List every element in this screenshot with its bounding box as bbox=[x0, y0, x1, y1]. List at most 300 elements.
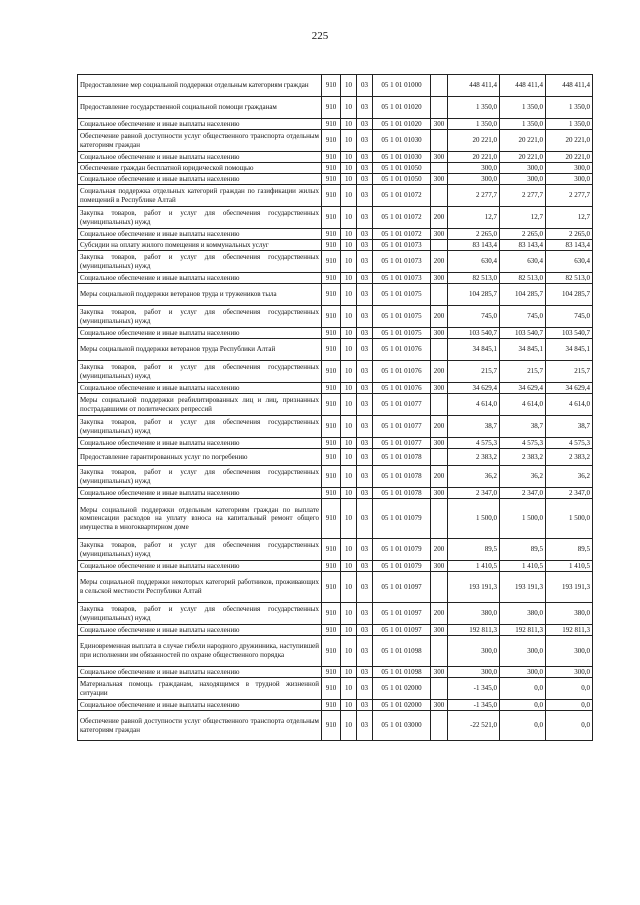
row-cs-code: 05 1 01 01077 bbox=[373, 438, 431, 449]
row-rz-code: 10 bbox=[341, 636, 357, 667]
row-amount-3: 1 410,5 bbox=[546, 561, 593, 572]
row-gr-code: 910 bbox=[322, 163, 341, 174]
row-rz-code: 10 bbox=[341, 678, 357, 700]
row-pr-code: 03 bbox=[357, 339, 373, 361]
row-vr-code bbox=[431, 449, 448, 466]
row-cs-code: 05 1 01 03000 bbox=[373, 711, 431, 741]
row-pr-code: 03 bbox=[357, 711, 373, 741]
row-pr-code: 03 bbox=[357, 328, 373, 339]
row-pr-code: 03 bbox=[357, 240, 373, 251]
row-cs-code: 05 1 01 01098 bbox=[373, 667, 431, 678]
row-vr-code: 300 bbox=[431, 273, 448, 284]
row-amount-1: 380,0 bbox=[448, 603, 500, 625]
row-description: Социальное обеспечение и иные выплаты населению bbox=[78, 488, 322, 499]
row-cs-code: 05 1 01 01050 bbox=[373, 163, 431, 174]
row-description: Меры социальной поддержки ветеранов труда Республики Алтай bbox=[78, 339, 322, 361]
row-amount-3: 745,0 bbox=[546, 306, 593, 328]
row-rz-code: 10 bbox=[341, 339, 357, 361]
row-amount-2: 104 285,7 bbox=[500, 284, 546, 306]
row-vr-code bbox=[431, 284, 448, 306]
row-pr-code: 03 bbox=[357, 229, 373, 240]
row-rz-code: 10 bbox=[341, 251, 357, 273]
row-gr-code: 910 bbox=[322, 328, 341, 339]
table-row bbox=[78, 539, 593, 561]
row-rz-code: 10 bbox=[341, 449, 357, 466]
row-pr-code: 03 bbox=[357, 539, 373, 561]
row-description: Закупка товаров, работ и услуг для обеспечения государственных (муниципальных) нужд bbox=[78, 251, 322, 273]
row-amount-3: 12,7 bbox=[546, 207, 593, 229]
row-amount-3: 0,0 bbox=[546, 711, 593, 741]
row-cs-code: 05 1 01 01000 bbox=[373, 75, 431, 97]
row-vr-code: 300 bbox=[431, 438, 448, 449]
row-amount-2: 192 811,3 bbox=[500, 625, 546, 636]
row-amount-3: 4 614,0 bbox=[546, 394, 593, 416]
table-row bbox=[78, 488, 593, 499]
row-vr-code bbox=[431, 185, 448, 207]
row-description: Закупка товаров, работ и услуг для обеспечения государственных (муниципальных) нужд bbox=[78, 416, 322, 438]
row-rz-code: 10 bbox=[341, 361, 357, 383]
row-pr-code: 03 bbox=[357, 361, 373, 383]
row-amount-3: 192 811,3 bbox=[546, 625, 593, 636]
table-row bbox=[78, 383, 593, 394]
row-amount-3: 103 540,7 bbox=[546, 328, 593, 339]
row-rz-code: 10 bbox=[341, 700, 357, 711]
row-amount-2: 2 383,2 bbox=[500, 449, 546, 466]
row-amount-3: 1 350,0 bbox=[546, 97, 593, 119]
row-gr-code: 910 bbox=[322, 306, 341, 328]
row-vr-code: 200 bbox=[431, 251, 448, 273]
row-gr-code: 910 bbox=[322, 273, 341, 284]
row-amount-1: 12,7 bbox=[448, 207, 500, 229]
row-vr-code bbox=[431, 163, 448, 174]
row-amount-2: 0,0 bbox=[500, 700, 546, 711]
row-amount-1: 83 143,4 bbox=[448, 240, 500, 251]
row-rz-code: 10 bbox=[341, 625, 357, 636]
row-amount-1: 300,0 bbox=[448, 636, 500, 667]
table-row bbox=[78, 174, 593, 185]
row-description: Предоставление государственной социальной помощи гражданам bbox=[78, 97, 322, 119]
budget-table bbox=[77, 74, 593, 741]
row-gr-code: 910 bbox=[322, 678, 341, 700]
row-cs-code: 05 1 01 01020 bbox=[373, 97, 431, 119]
row-description: Предоставление мер социальной поддержки отдельным категориям граждан bbox=[78, 75, 322, 97]
row-cs-code: 05 1 01 01078 bbox=[373, 449, 431, 466]
row-amount-1: 300,0 bbox=[448, 174, 500, 185]
row-rz-code: 10 bbox=[341, 75, 357, 97]
row-amount-1: 2 265,0 bbox=[448, 229, 500, 240]
row-amount-1: 1 350,0 bbox=[448, 119, 500, 130]
row-amount-3: 380,0 bbox=[546, 603, 593, 625]
row-amount-3: 38,7 bbox=[546, 416, 593, 438]
row-amount-1: 4 575,3 bbox=[448, 438, 500, 449]
row-description: Обеспечение граждан бесплатной юридической помощью bbox=[78, 163, 322, 174]
row-rz-code: 10 bbox=[341, 130, 357, 152]
row-amount-1: -22 521,0 bbox=[448, 711, 500, 741]
row-rz-code: 10 bbox=[341, 667, 357, 678]
row-gr-code: 910 bbox=[322, 561, 341, 572]
row-rz-code: 10 bbox=[341, 185, 357, 207]
row-rz-code: 10 bbox=[341, 561, 357, 572]
row-cs-code: 05 1 01 01076 bbox=[373, 339, 431, 361]
row-amount-3: 0,0 bbox=[546, 678, 593, 700]
row-gr-code: 910 bbox=[322, 251, 341, 273]
row-amount-3: 300,0 bbox=[546, 636, 593, 667]
table-row bbox=[78, 152, 593, 163]
row-vr-code: 300 bbox=[431, 625, 448, 636]
row-description: Обеспечение равной доступности услуг общественного транспорта отдельным категориям граждан bbox=[78, 711, 322, 741]
row-rz-code: 10 bbox=[341, 306, 357, 328]
row-gr-code: 910 bbox=[322, 185, 341, 207]
row-vr-code bbox=[431, 97, 448, 119]
row-amount-3: 34 845,1 bbox=[546, 339, 593, 361]
row-pr-code: 03 bbox=[357, 678, 373, 700]
row-vr-code: 200 bbox=[431, 207, 448, 229]
row-vr-code bbox=[431, 75, 448, 97]
row-description: Социальное обеспечение и иные выплаты населению bbox=[78, 152, 322, 163]
row-gr-code: 910 bbox=[322, 416, 341, 438]
row-pr-code: 03 bbox=[357, 75, 373, 97]
row-amount-1: 36,2 bbox=[448, 466, 500, 488]
row-gr-code: 910 bbox=[322, 438, 341, 449]
table-row bbox=[78, 572, 593, 603]
table-row bbox=[78, 561, 593, 572]
row-description: Закупка товаров, работ и услуг для обеспечения государственных (муниципальных) нужд bbox=[78, 306, 322, 328]
row-cs-code: 05 1 01 01097 bbox=[373, 625, 431, 636]
row-pr-code: 03 bbox=[357, 438, 373, 449]
row-cs-code: 05 1 01 02000 bbox=[373, 678, 431, 700]
row-amount-2: 193 191,3 bbox=[500, 572, 546, 603]
row-amount-1: 215,7 bbox=[448, 361, 500, 383]
row-amount-2: 103 540,7 bbox=[500, 328, 546, 339]
row-amount-3: 193 191,3 bbox=[546, 572, 593, 603]
row-cs-code: 05 1 01 01078 bbox=[373, 466, 431, 488]
table-row bbox=[78, 438, 593, 449]
row-amount-2: 2 277,7 bbox=[500, 185, 546, 207]
row-vr-code bbox=[431, 572, 448, 603]
row-amount-3: 2 265,0 bbox=[546, 229, 593, 240]
row-vr-code bbox=[431, 394, 448, 416]
row-amount-2: 38,7 bbox=[500, 416, 546, 438]
row-gr-code: 910 bbox=[322, 130, 341, 152]
row-amount-1: 34 629,4 bbox=[448, 383, 500, 394]
table-row bbox=[78, 284, 593, 306]
row-vr-code: 300 bbox=[431, 174, 448, 185]
row-cs-code: 05 1 01 01075 bbox=[373, 328, 431, 339]
row-amount-2: 12,7 bbox=[500, 207, 546, 229]
row-amount-2: 380,0 bbox=[500, 603, 546, 625]
table-row bbox=[78, 700, 593, 711]
row-vr-code bbox=[431, 499, 448, 539]
row-pr-code: 03 bbox=[357, 449, 373, 466]
row-pr-code: 03 bbox=[357, 625, 373, 636]
row-cs-code: 05 1 01 01079 bbox=[373, 561, 431, 572]
row-amount-3: 1 500,0 bbox=[546, 499, 593, 539]
row-rz-code: 10 bbox=[341, 207, 357, 229]
row-vr-code: 200 bbox=[431, 416, 448, 438]
row-pr-code: 03 bbox=[357, 185, 373, 207]
row-amount-2: 4 614,0 bbox=[500, 394, 546, 416]
row-rz-code: 10 bbox=[341, 97, 357, 119]
table-row bbox=[78, 163, 593, 174]
row-vr-code: 300 bbox=[431, 667, 448, 678]
row-description: Социальное обеспечение и иные выплаты населению bbox=[78, 625, 322, 636]
row-pr-code: 03 bbox=[357, 667, 373, 678]
row-cs-code: 05 1 01 01050 bbox=[373, 174, 431, 185]
row-amount-1: 20 221,0 bbox=[448, 130, 500, 152]
row-amount-2: 20 221,0 bbox=[500, 130, 546, 152]
row-amount-1: 1 350,0 bbox=[448, 97, 500, 119]
row-cs-code: 05 1 01 01076 bbox=[373, 383, 431, 394]
row-amount-3: 300,0 bbox=[546, 163, 593, 174]
row-cs-code: 05 1 01 01098 bbox=[373, 636, 431, 667]
row-amount-1: 89,5 bbox=[448, 539, 500, 561]
row-amount-2: 1 410,5 bbox=[500, 561, 546, 572]
row-amount-2: 1 350,0 bbox=[500, 97, 546, 119]
table-body bbox=[78, 75, 593, 741]
row-amount-3: 82 513,0 bbox=[546, 273, 593, 284]
row-amount-2: 89,5 bbox=[500, 539, 546, 561]
row-gr-code: 910 bbox=[322, 572, 341, 603]
row-cs-code: 05 1 01 01079 bbox=[373, 539, 431, 561]
row-pr-code: 03 bbox=[357, 284, 373, 306]
row-cs-code: 05 1 01 01077 bbox=[373, 394, 431, 416]
row-gr-code: 910 bbox=[322, 449, 341, 466]
table-row bbox=[78, 625, 593, 636]
row-rz-code: 10 bbox=[341, 488, 357, 499]
table-row bbox=[78, 130, 593, 152]
row-amount-1: 104 285,7 bbox=[448, 284, 500, 306]
row-description: Социальное обеспечение и иные выплаты населению bbox=[78, 700, 322, 711]
row-gr-code: 910 bbox=[322, 603, 341, 625]
row-amount-2: 34 845,1 bbox=[500, 339, 546, 361]
row-amount-1: -1 345,0 bbox=[448, 678, 500, 700]
row-amount-3: 20 221,0 bbox=[546, 130, 593, 152]
row-amount-2: 300,0 bbox=[500, 636, 546, 667]
row-amount-1: 745,0 bbox=[448, 306, 500, 328]
row-vr-code bbox=[431, 240, 448, 251]
row-description: Социальное обеспечение и иные выплаты населению bbox=[78, 229, 322, 240]
row-description: Социальное обеспечение и иные выплаты населению bbox=[78, 273, 322, 284]
row-rz-code: 10 bbox=[341, 394, 357, 416]
row-rz-code: 10 bbox=[341, 603, 357, 625]
row-amount-1: 300,0 bbox=[448, 667, 500, 678]
row-cs-code: 05 1 01 01079 bbox=[373, 499, 431, 539]
row-pr-code: 03 bbox=[357, 163, 373, 174]
row-description: Закупка товаров, работ и услуг для обеспечения государственных (муниципальных) нужд bbox=[78, 466, 322, 488]
row-amount-1: 300,0 bbox=[448, 163, 500, 174]
row-description: Субсидии на оплату жилого помещения и коммунальных услуг bbox=[78, 240, 322, 251]
row-gr-code: 910 bbox=[322, 229, 341, 240]
row-gr-code: 910 bbox=[322, 361, 341, 383]
table-row bbox=[78, 678, 593, 700]
row-pr-code: 03 bbox=[357, 636, 373, 667]
row-amount-3: 4 575,3 bbox=[546, 438, 593, 449]
row-cs-code: 05 1 01 01075 bbox=[373, 284, 431, 306]
table-row bbox=[78, 97, 593, 119]
row-pr-code: 03 bbox=[357, 466, 373, 488]
row-pr-code: 03 bbox=[357, 251, 373, 273]
row-cs-code: 05 1 01 01073 bbox=[373, 273, 431, 284]
row-amount-1: 2 277,7 bbox=[448, 185, 500, 207]
row-vr-code: 300 bbox=[431, 488, 448, 499]
row-cs-code: 05 1 01 01030 bbox=[373, 152, 431, 163]
row-description: Социальная поддержка отдельных категорий граждан по газификации жилых помещений в Республике Алтай bbox=[78, 185, 322, 207]
row-amount-3: 215,7 bbox=[546, 361, 593, 383]
row-rz-code: 10 bbox=[341, 229, 357, 240]
table-row bbox=[78, 185, 593, 207]
row-amount-3: 34 629,4 bbox=[546, 383, 593, 394]
row-description: Закупка товаров, работ и услуг для обеспечения государственных (муниципальных) нужд bbox=[78, 539, 322, 561]
row-amount-1: 2 383,2 bbox=[448, 449, 500, 466]
row-pr-code: 03 bbox=[357, 383, 373, 394]
row-gr-code: 910 bbox=[322, 207, 341, 229]
row-rz-code: 10 bbox=[341, 174, 357, 185]
table-row bbox=[78, 328, 593, 339]
row-description: Социальное обеспечение и иные выплаты населению bbox=[78, 561, 322, 572]
row-description: Закупка товаров, работ и услуг для обеспечения государственных (муниципальных) нужд bbox=[78, 207, 322, 229]
row-rz-code: 10 bbox=[341, 383, 357, 394]
row-rz-code: 10 bbox=[341, 163, 357, 174]
row-amount-2: 1 500,0 bbox=[500, 499, 546, 539]
row-vr-code bbox=[431, 636, 448, 667]
table-row bbox=[78, 449, 593, 466]
row-rz-code: 10 bbox=[341, 152, 357, 163]
row-vr-code: 200 bbox=[431, 361, 448, 383]
row-rz-code: 10 bbox=[341, 438, 357, 449]
row-gr-code: 910 bbox=[322, 636, 341, 667]
table-row bbox=[78, 251, 593, 273]
row-description: Предоставление гарантированных услуг по погребению bbox=[78, 449, 322, 466]
row-pr-code: 03 bbox=[357, 207, 373, 229]
row-rz-code: 10 bbox=[341, 240, 357, 251]
table-row bbox=[78, 416, 593, 438]
row-cs-code: 05 1 01 01072 bbox=[373, 185, 431, 207]
row-rz-code: 10 bbox=[341, 119, 357, 130]
row-gr-code: 910 bbox=[322, 240, 341, 251]
row-amount-1: 193 191,3 bbox=[448, 572, 500, 603]
row-cs-code: 05 1 01 01020 bbox=[373, 119, 431, 130]
row-amount-3: 36,2 bbox=[546, 466, 593, 488]
table-row bbox=[78, 229, 593, 240]
table-row bbox=[78, 273, 593, 284]
row-gr-code: 910 bbox=[322, 339, 341, 361]
row-amount-1: 448 411,4 bbox=[448, 75, 500, 97]
row-vr-code: 200 bbox=[431, 466, 448, 488]
page-number: 225 bbox=[311, 30, 329, 42]
row-pr-code: 03 bbox=[357, 130, 373, 152]
row-cs-code: 05 1 01 01097 bbox=[373, 572, 431, 603]
row-vr-code: 300 bbox=[431, 561, 448, 572]
table-row bbox=[78, 361, 593, 383]
row-cs-code: 05 1 01 01075 bbox=[373, 306, 431, 328]
row-amount-2: 2 265,0 bbox=[500, 229, 546, 240]
row-description: Обеспечение равной доступности услуг общественного транспорта отдельным категориям граждан bbox=[78, 130, 322, 152]
table-row bbox=[78, 667, 593, 678]
row-rz-code: 10 bbox=[341, 284, 357, 306]
row-description: Единовременная выплата в случае гибели народного дружинника, наступившей при исполнении им обязанностей по охране общественного порядка bbox=[78, 636, 322, 667]
row-description: Меры социальной поддержки некоторых категорий работников, проживающих в сельской местности Республики Алтай bbox=[78, 572, 322, 603]
row-amount-2: 630,4 bbox=[500, 251, 546, 273]
row-vr-code bbox=[431, 339, 448, 361]
row-vr-code: 200 bbox=[431, 306, 448, 328]
row-pr-code: 03 bbox=[357, 97, 373, 119]
row-cs-code: 05 1 01 01030 bbox=[373, 130, 431, 152]
row-rz-code: 10 bbox=[341, 499, 357, 539]
row-rz-code: 10 bbox=[341, 466, 357, 488]
row-vr-code: 300 bbox=[431, 119, 448, 130]
row-vr-code: 300 bbox=[431, 328, 448, 339]
table-row bbox=[78, 636, 593, 667]
table-row bbox=[78, 394, 593, 416]
row-amount-2: 745,0 bbox=[500, 306, 546, 328]
row-cs-code: 05 1 01 01076 bbox=[373, 361, 431, 383]
row-description: Социальное обеспечение и иные выплаты населению bbox=[78, 174, 322, 185]
row-gr-code: 910 bbox=[322, 700, 341, 711]
row-rz-code: 10 bbox=[341, 273, 357, 284]
row-amount-2: 1 350,0 bbox=[500, 119, 546, 130]
row-amount-2: 36,2 bbox=[500, 466, 546, 488]
row-pr-code: 03 bbox=[357, 394, 373, 416]
row-gr-code: 910 bbox=[322, 466, 341, 488]
row-amount-3: 2 277,7 bbox=[546, 185, 593, 207]
row-gr-code: 910 bbox=[322, 284, 341, 306]
row-amount-2: 20 221,0 bbox=[500, 152, 546, 163]
row-rz-code: 10 bbox=[341, 711, 357, 741]
row-cs-code: 05 1 01 01073 bbox=[373, 251, 431, 273]
row-description: Меры социальной поддержки реабилитированных лиц и лиц, признанных пострадавшими от политических репрессий bbox=[78, 394, 322, 416]
row-amount-3: 2 347,0 bbox=[546, 488, 593, 499]
table-row bbox=[78, 240, 593, 251]
row-rz-code: 10 bbox=[341, 416, 357, 438]
row-amount-2: 0,0 bbox=[500, 678, 546, 700]
row-amount-2: 215,7 bbox=[500, 361, 546, 383]
row-gr-code: 910 bbox=[322, 499, 341, 539]
table-row bbox=[78, 207, 593, 229]
row-gr-code: 910 bbox=[322, 667, 341, 678]
row-description: Закупка товаров, работ и услуг для обеспечения государственных (муниципальных) нужд bbox=[78, 603, 322, 625]
row-pr-code: 03 bbox=[357, 306, 373, 328]
row-description: Меры социальной поддержки отдельным категориям граждан по выплате компенсации расходов на уплату взноса на капитальный ремонт общего имущества в многоквартирном доме bbox=[78, 499, 322, 539]
row-amount-1: 192 811,3 bbox=[448, 625, 500, 636]
row-pr-code: 03 bbox=[357, 152, 373, 163]
row-gr-code: 910 bbox=[322, 75, 341, 97]
row-gr-code: 910 bbox=[322, 625, 341, 636]
row-amount-2: 34 629,4 bbox=[500, 383, 546, 394]
table-row bbox=[78, 603, 593, 625]
row-vr-code: 300 bbox=[431, 229, 448, 240]
row-gr-code: 910 bbox=[322, 97, 341, 119]
row-pr-code: 03 bbox=[357, 488, 373, 499]
row-pr-code: 03 bbox=[357, 174, 373, 185]
row-amount-3: 0,0 bbox=[546, 700, 593, 711]
row-amount-1: 4 614,0 bbox=[448, 394, 500, 416]
row-description: Социальное обеспечение и иные выплаты населению bbox=[78, 383, 322, 394]
row-description: Социальное обеспечение и иные выплаты населению bbox=[78, 328, 322, 339]
row-vr-code bbox=[431, 678, 448, 700]
row-vr-code: 300 bbox=[431, 152, 448, 163]
row-rz-code: 10 bbox=[341, 572, 357, 603]
row-pr-code: 03 bbox=[357, 561, 373, 572]
row-vr-code: 300 bbox=[431, 700, 448, 711]
row-amount-1: 82 513,0 bbox=[448, 273, 500, 284]
row-gr-code: 910 bbox=[322, 711, 341, 741]
row-amount-3: 300,0 bbox=[546, 667, 593, 678]
row-pr-code: 03 bbox=[357, 273, 373, 284]
row-amount-3: 300,0 bbox=[546, 174, 593, 185]
row-amount-2: 0,0 bbox=[500, 711, 546, 741]
row-cs-code: 05 1 01 01077 bbox=[373, 416, 431, 438]
row-amount-3: 104 285,7 bbox=[546, 284, 593, 306]
